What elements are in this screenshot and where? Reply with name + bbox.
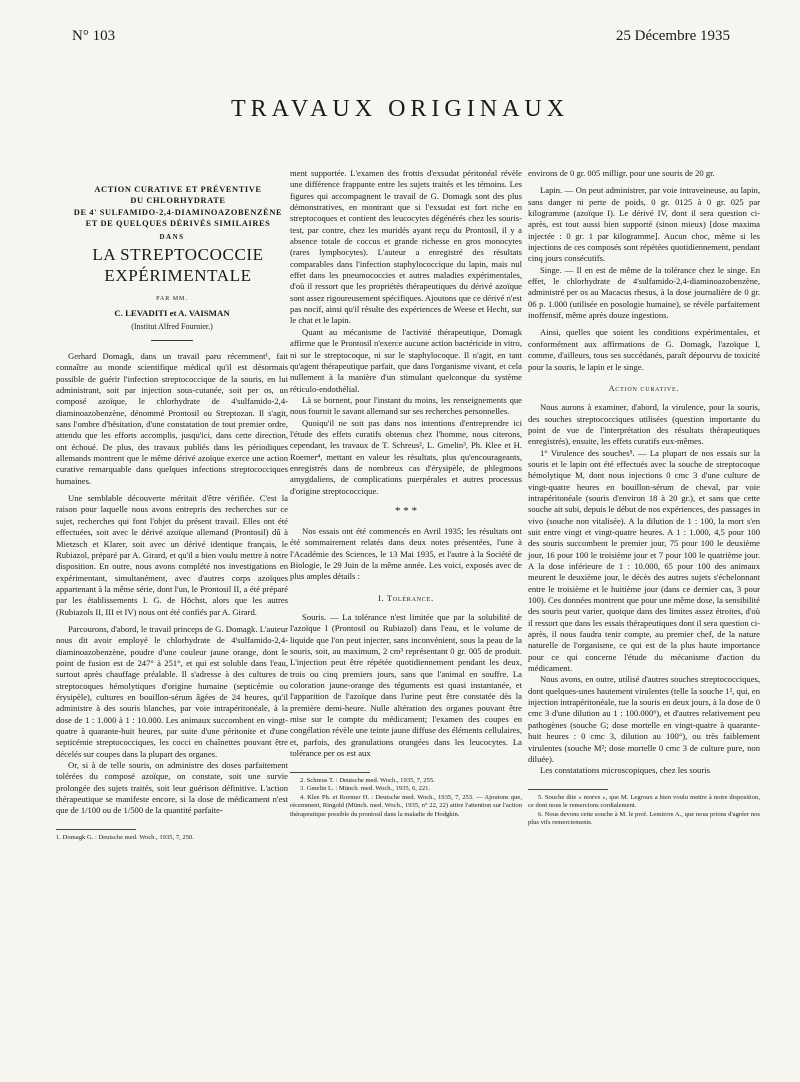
title-divider [151,340,193,341]
col3-paragraph-5: Nous aurons à examiner, d'abord, la virulence, pour la souris, des souches streptococciques utilisées (question importante du point de vue de l'interprétation des résultats thérapeutiques enregistrés), ensuite, les effets curatifs eux-mêmes. [528,402,760,447]
column-2 [290,168,522,819]
footnote-3: 3. Gmelin L. : Münch. med. Woch., 1935, 6, 221. [300,785,431,793]
section-heading-action-curative: Action curative. [608,383,680,393]
article-institution: (Institut Alfred Fournier.) [131,321,213,331]
col1-paragraph-4: Or, si à de telle souris, on administre des doses parfaitement tolérées du composé azoïque, on constate, soit une survie prolongée des sujets traités, soit leur guérison définitive. L'action thérapeutique se manifeste encore, si la dose de médicament n'est que de 1/100 ou de 1/500 de la quantité parfaite- [56,760,288,816]
footnote-2: 2. Schreus T. : Deutsche med. Woch., 1935, 7, 255. [300,776,435,784]
article-title-dans: DANS [159,232,185,241]
issue-number: N° 103 [72,28,116,44]
article-authors: C. LEVADITI et A. VAISMAN [114,308,230,319]
col1-paragraph-3: Parcourons, d'abord, le travail princeps de G. Domagk. L'auteur nous dit avoir employé le chlorhydrate de 4'sulfamido-2,4-diaminoazobenzène, poudre d'une couleur jaune orange, dont le point de fusion est de 247° à 251°, et qui est soluble dans l'eau, surtout après chauffage préalable. Il s'adresse à des cultures de streptocoques hémolytiques d'origine humaine (septicémie ou érysipèle), cultures en bouillon-sérum âgées de 24 heures, qu'il administre à des souris blanches, par voie intrapéritonéale, à la dose de 1 : 1.000 à 1 : 10.000. Les animaux succombent en vingt-quatre à quarante-huit heures, par suite d'une péritonite et d'une septicémie streptococciques, les cocci en chaînettes pouvant être décelés sur coupes dans la plupart des organes. [56,623,288,759]
col3-paragraph-8: Les constatations microscopiques, chez les souris [540,765,710,776]
section-stars: * * * [395,504,417,517]
footnote-divider [528,789,608,790]
article-title-line-3: DE 4' SULFAMIDO-2,4-DIAMINOAZOBENZÈNE [73,207,283,217]
article-title-line-2: DU CHLORHYDRATE [130,196,226,206]
col2-paragraph-4: Quoiqu'il ne soit pas dans nos intentions d'entreprendre ici l'étude des effets curatifs obtenus chez l'homme, nous citerons, cependant, les travaux de T. Schreus², L. Gmelin³, Ph. Klee et H. Roemer⁴, mettant en valeur les résultats, plus qu'encourageants, enregistrés dans de nombreux cas d'érysipèle, de phlegmons amygdaliens, de complications puerpérales et autres processus d'origine streptococcique. [290,417,522,496]
col3-paragraph-4: Ainsi, quelles que soient les conditions expérimentales, et conformément aux affirmations de G. Domagk, l'azoïque I, comme, d'ailleurs, tous ses succédanés, paraît dépourvu de toxicité pour la souris, le lapin et le singe. [528,327,760,372]
col2-paragraph-6: Souris. — La tolérance n'est limitée que par la solubilité de l'azoïque I (Prontosil ou Rubiazol) dans l'eau, et le volume de liquide que l'on peut injecter, sans inconvénient, sous la peau de la souris, soit, au maximum, 2 cm³ représentant 0 gr. 005 de produit. L'injection peut être répétée quotidiennement pendant les deux, trois ou cinq premiers jours, sans que l'animal en souffre. La coloration jaune-orange des téguments est quasi instantanée, et l'apparition de l'azoïque dans l'urine peut être constatée dès la première demi-heure. Nulle altération des organes pouvant être mise sur le compte du médicament; l'examen des coupes en congélation révèle une teinte jaune diffuse des éléments cellulaires, et, parfois, des granulations orangées dans les leucocytes. La tolérance per os est aux [290,612,522,759]
article-big-title-2: EXPÉRIMENTALE [104,265,252,285]
article-big-title-1: LA STREPTOCOCCIE [92,244,264,264]
footnote-1: 1. Domagk G. : Deutsche med. Woch., 1935, 7, 250. [56,833,194,841]
col3-paragraph-3: Singe. — Il en est de même de la tolérance chez le singe. En effet, le chlorhydrate de 4'sulfamido-2,4-diaminoazobenzène, administré per os au Macacus rhesus, à la dose journalière de 0 gr. 06 p. 1.000 (utilisée en posologie humaine), se révèle parfaitement inoffensif, même après douze ingestions. [528,264,760,321]
col3-paragraph-2: Lapin. — On peut administrer, par voie intraveineuse, au lapin, sans danger ni perte de poids, 0 gr. 0125 à 0 gr. 025 par kilogramme (azoïque I). Le dérivé IV, dont il sera question ci-après, est tout aussi bien supporté (sinon mieux) [dose maxima injectée : 0 gr. 1 par kilogramme]. Aucun choc, même si les injections de ces composés sont répétées quotidiennement, pendant cinq jours consécutifs. [528,185,760,264]
column-1 [56,184,288,842]
article-title-block [56,184,288,341]
col1-paragraph-2: Une semblable découverte méritait d'être vérifiée. C'est la raison pour laquelle nous avons entrepris des recherches sur ce sujet, recherches qui font l'objet du présent travail. Elles ont été effectuées, soit avec le dérivé azoïque allemand (Prontosil) dû à Mietzsch et Klarer, soit avec un dérivé identique français, le Rubiazol, préparé par A. Girard, et qu'il a bien voulu mettre à notre disposition. En outre, nous avons complété nos investigations en expérimentant, simultanément, avec d'autres corps azoïques appartenant à la même série, dont l'un, le Prontosil II, a été préparé par les établissements I. G. de Höchst, alors que les autres (Rubiazols II, III et IV) nous ont été confiés par A. Girard. [56,493,288,617]
section-heading-tolerance: I. Tolérance. [378,593,434,603]
issue-date: 25 Décembre 1935 [615,28,730,44]
footnote-5: 5. Souche dite « morve », que M. Legroux a bien voulu mettre à notre disposition, ce dont nous le remercions cordialement. [528,793,760,810]
col3-paragraph-6: 1° Virulence des souches⁵. — La plupart de nos essais sur la souris et le lapin ont été effectués avec la souche de streptocoque hémolytique M, dont nous injections 0 cmc 3 d'une culture de vingt-quatre heures en bouillon-sérum de cheval, par voie intrapéritonéale (souris d'environ 18 à 20 gr.), et sans que cette souche ait subi, depuis le début de nos expériences, des passages in vivo (souche non vitalisée). A la dilution de 1 : 100, la mort s'en suit entre vingt et vingt-quatre heures. A 1 : 1.000, 4,5 pour 100 des souris succombent le premier jour, 75 pour 100 le deuxième jour, 16 pour 100 le troisième jour et 7 pour 100 le quatrième jour. A la dose inférieure de 1 : 10.000, 65 pour 100 des animaux meurent le deuxième jour, le décès des autres sujets s'échelonnant entre le troisième et le huitième jour (dans ce dernier cas, 3 pour 100). Ces données montrent que pour une même dose, la sensibilité des souris peut varier, quoique dans des limites assez étroites, d'où il ressort que dans les essais thérapeutiques dont il sera question ci-après, il nous faudra tenir compte, au premier chef, de la nature naturelle de l'organisme, ce qui est de la plus haute importance pour ce qui concerne l'étude du mécanisme d'action du médicament. [528,447,760,674]
col1-paragraph-1: Gerhard Domagk, dans un travail paru récemment¹, fait connaître au monde scientifique médical qu'il est désormais possible de guérir l'infection streptococcique de la souris, en lui administrant, soit par injection sous-cutanée, soit per os, un composé azoïque, le chlorhydrate de 4'sulfamido-2,4-diaminoazobenzène, dénommé Prontosil ou Streptozan. Il s'agit, sans l'ombre d'hésitation, d'une constatation de tout premier ordre, attendu que les efforts accomplis, jusqu'ici, dans cette direction, ont échoué. De plus, des travaux publiés dans les périodiques allemands montrent que le même dérivé azoïque exerce une action curative remarquable dans quelques infections streptococciques humaines. [56,351,288,486]
footnote-divider [56,829,136,830]
footnote-divider [290,772,370,773]
footnote-6: 6. Nous devons cette souche à M. le prof. Lemierre A., que nous prions d'agréer nos plus vifs remerciements. [528,810,760,827]
col2-paragraph-1: ment supportée. L'examen des frottis d'exsudat péritonéal révèle une différence frappante entre les sujets traités et les témoins. Les figures qui accompagnent le travail de G. Domagk sont des plus démonstratives, en montrant que si l'exsudat est fort riche en streptocoques et contient des leucocytes dégénérés chez les souris-test, par contre, chez les muridés ayant reçu du Prontosil, il y a absence totale de coccus et grande richesse en gros monocytes (rares lymphocytes). L'auteur a enregistré des résultats comparables dans l'infection staphylococcique du lapin, mais nul effet dans les pneumococcies et autres maladies expérimentales, d'où il ressort que les propriétés thérapeutiques du dérivé azoïque sont assez rigoureusement spécifiques. Ajoutons que ce dérivé n'est pas nocif, ainsi qu'il résulte des expériences de Weese et Hecht, sur le chat et le lapin. [290,168,522,326]
col3-paragraph-7: Nous avons, en outre, utilisé d'autres souches streptococciques, dont quelques-unes hautement virulentes (telle la souche 1², qui, en injection intrapéritonéale, tue la souris en deux jours, à la dose de 0 cmc 3 d'une dilution au 1 : 100.000⁶), et d'autres relativement peu pathogènes (souche G; dose mortelle en vingt-quatre à quarante-huit heures : 0 cmc 3, dilution au 100°), ou très faiblement virulentes (souche M²; dose mortelle 0 cmc 3 de culture pure, non diluée). [528,674,760,764]
article-title-line-1: ACTION CURATIVE ET PRÉVENTIVE [94,185,262,194]
col3-paragraph-1: environs de 0 gr. 005 milligr. pour une souris de 20 gr. [528,168,715,178]
col2-paragraph-3: Là se bornent, pour l'instant du moins, les renseignements que nous fournit le savant allemand sur ses recherches personnelles. [290,394,522,417]
article-title-line-4: ET DE QUELQUES DÉRIVÉS SIMILAIRES [85,219,271,229]
col2-paragraph-2: Quant au mécanisme de l'activité thérapeutique, Domagk affirme que le Prontosil n'exerce aucune action bactéricide in vitro, ni sur le streptocoque, ni sur le staphylocoque. Il n'agit, en tant qu'agent thérapeutique parfait, que dans l'organisme vivant, et cela nullement à la manière d'un stimulant quelconque du système réticulo-endothélial. [290,326,522,394]
section-title: TRAVAUX ORIGINAUX [230,96,570,122]
column-3 [528,168,760,828]
footnote-4: 4. Klee Ph. et Roemer H. : Deutsche med. Woch., 1935, 7, 253. — Ajoutons que, récemment, Ringold (Münch. med. Woch., 1935, n° 22, 22) attire l'attention sur l'action thérapeutique possible du prontosil dans la maladie de Hodgkin. [290,793,522,818]
article-by: PAR MM. [156,295,188,302]
col2-paragraph-5: Nos essais ont été commencés en Avril 1935; les résultats ont été sommairement relatés dans deux notes présentées, l'une à l'Académie des Sciences, le 13 Mai 1935, et l'autre à la Société de Biologie, le 29 Juin de la même année. Les voici, exposés avec de plus amples détails : [290,525,522,582]
